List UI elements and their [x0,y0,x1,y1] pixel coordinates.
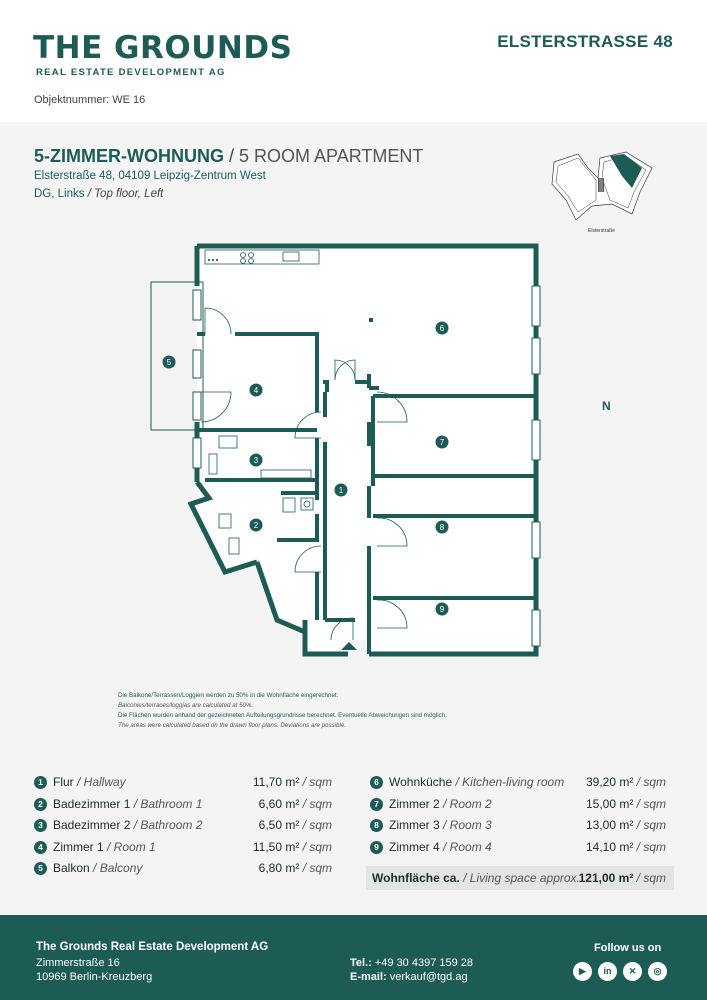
room-marker-label-2: 2 [253,521,259,530]
room-number-badge: 6 [370,776,383,789]
area-notes [118,691,447,731]
room-list-left [34,774,332,882]
room-row [370,774,666,796]
site-map-caption: Elsterstraße [588,228,615,234]
room-marker-label-3: 3 [253,456,259,465]
floor-en: / Top floor, Left [84,188,164,200]
floor-plan [145,242,545,662]
room-name: Wohnküche / Kitchen-living room [389,775,565,789]
room-marker-7 [436,436,449,449]
room-area: 39,20 m² / sqm [585,775,666,789]
room-number-badge: 7 [370,798,383,811]
room-marker-8 [436,521,449,534]
logo-tagline: REAL ESTATE DEVELOPMENT AG [36,67,226,78]
company-street: Zimmerstraße 16 [36,957,120,969]
room-area: 6,50 m² / sqm [258,818,332,832]
room-row [370,839,666,861]
room-row [34,774,332,796]
room-marker-2 [250,519,263,532]
room-name: Zimmer 2 / Room 2 [389,796,492,811]
room-name: Balkon / Balcony [53,861,143,875]
street-heading: ELSTERSTRASSE 48 [497,32,673,51]
linkedin-icon[interactable]: in [598,962,617,981]
room-row [34,817,332,839]
main-panel [0,122,707,915]
room-name: Flur / Hallway [53,775,126,789]
room-marker-9 [436,603,449,616]
room-marker-5 [163,356,176,369]
youtube-icon[interactable]: ▶ [573,962,592,981]
room-number-badge: 2 [34,798,47,811]
note-2-de: Die Flächen wurden anhand der gezeichneten Aufteilungsgrundrisse berechnet. Eventuelle Abweichungen sind möglich. [118,712,447,719]
room-marker-label-4: 4 [253,386,259,395]
company-name: The Grounds Real Estate Development AG [36,941,269,953]
room-marker-label-8: 8 [439,523,445,532]
total-label: Wohnfläche ca. / Living space approx. [372,871,580,885]
room-marker-4 [250,384,263,397]
room-row [370,817,666,839]
room-marker-1 [335,484,348,497]
note-1-en: Balconies/terraces/loggias are calculated at 50%. [118,702,254,709]
apartment-floor [34,188,163,200]
total-value: 121,00 m² / sqm [578,871,666,885]
room-number-badge: 1 [34,776,47,789]
page-footer [0,915,707,1000]
title-de: 5-ZIMMER-WOHNUNG [34,146,224,166]
room-name: Zimmer 4 / Room 4 [389,839,492,854]
room-name: Badezimmer 2 / Bathroom 2 [53,818,203,832]
room-area: 14,10 m² / sqm [585,839,666,854]
logo-wordmark: THE GROUNDS [33,30,293,66]
north-label: N [602,399,611,413]
room-number-badge: 5 [34,862,47,875]
room-number-badge: 3 [34,819,47,832]
instagram-icon[interactable]: ◎ [648,962,667,981]
room-name: Zimmer 1 / Room 1 [53,839,156,854]
room-row [34,860,332,882]
title-en: 5 ROOM APARTMENT [239,146,424,166]
room-marker-label-7: 7 [439,438,445,447]
follow-us-label: Follow us on [594,942,662,954]
company-city: 10969 Berlin-Kreuzberg [36,971,153,983]
room-marker-label-5: 5 [166,358,172,367]
room-row [34,839,332,861]
room-name: Zimmer 3 / Room 3 [389,818,492,832]
room-number-badge: 4 [34,841,47,854]
room-name: Badezimmer 1 / Bathroom 1 [53,796,203,811]
room-number-badge: 9 [370,841,383,854]
apartment-address: Elsterstraße 48, 04109 Leipzig-Zentrum West [34,170,266,182]
room-marker-label-6: 6 [439,324,445,333]
object-number: Objektnummer: WE 16 [34,94,146,106]
phone-contact: Tel.: +49 30 4397 159 28 [350,957,474,969]
social-links [573,962,667,981]
site-map-thumbnail [548,148,658,238]
room-marker-3 [250,454,263,467]
room-area: 11,50 m² / sqm [252,839,332,854]
note-2-en: The areas were calculated based on the drawn floor plans. Deviations are possible. [118,722,347,729]
room-marker-label-9: 9 [439,605,445,614]
apartment-title [34,146,423,167]
room-row [34,796,332,818]
floor-de: DG, Links [34,188,85,200]
room-area: 11,70 m² / sqm [252,775,332,789]
room-area: 6,80 m² / sqm [258,861,332,875]
room-number-badge: 8 [370,819,383,832]
title-separator: / [223,146,239,166]
room-row [370,796,666,818]
page-header [0,0,707,122]
xing-icon[interactable]: ✕ [623,962,642,981]
room-area: 15,00 m² / sqm [585,796,666,811]
room-area: 6,60 m² / sqm [258,796,332,811]
note-1-de: Die Balkone/Terrassen/Loggien werden zu 50% in die Wohnfläche eingerechnet. [118,692,339,699]
email-contact[interactable]: E-mail: verkauf@tgd.ag [350,971,468,983]
room-marker-label-1: 1 [338,486,344,495]
living-space-total [366,866,674,890]
room-area: 13,00 m² / sqm [585,818,666,832]
room-list-right [370,774,666,860]
room-marker-6 [436,322,449,335]
